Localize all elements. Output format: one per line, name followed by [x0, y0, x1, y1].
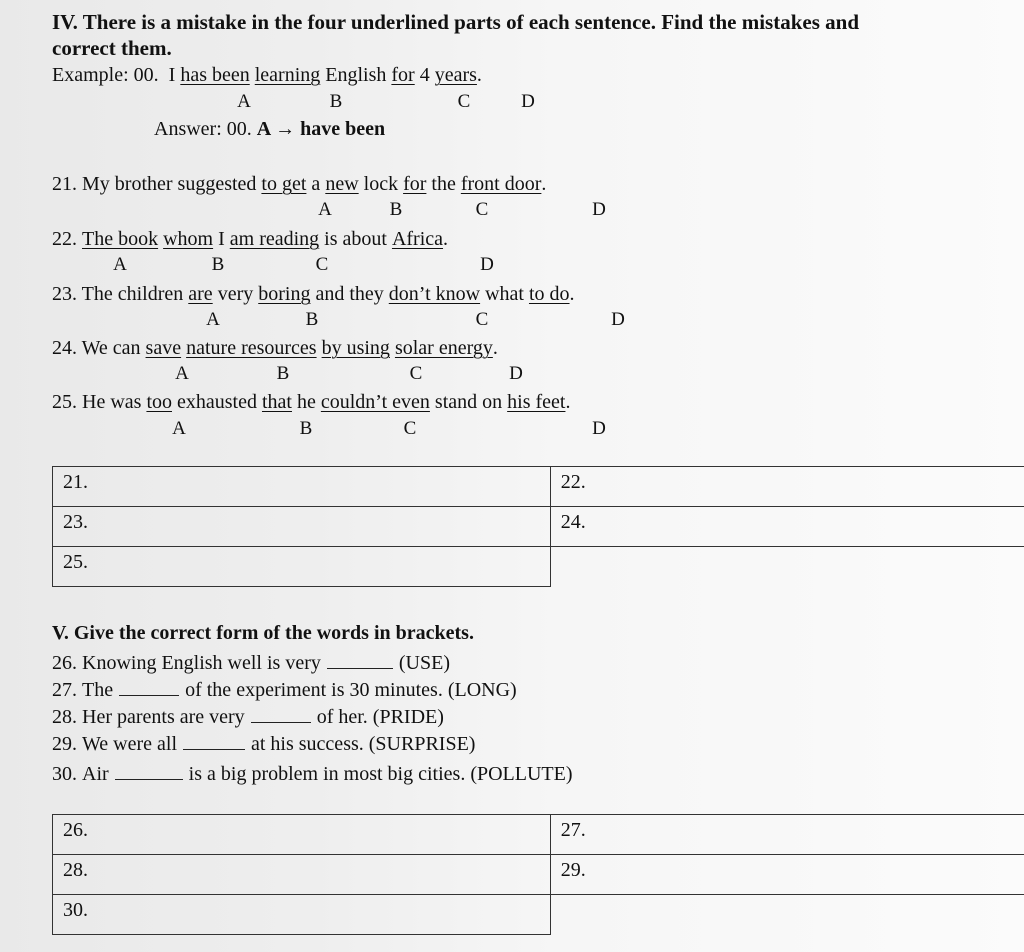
question-text: lock	[358, 173, 404, 195]
question-text: The children	[77, 283, 189, 305]
question-22	[52, 228, 448, 251]
answer-cell-23[interactable]: 23.	[53, 507, 551, 547]
example-text: English	[320, 64, 392, 86]
question-28	[52, 704, 444, 729]
answer-table-5	[52, 814, 1024, 935]
example-answer	[154, 118, 385, 141]
question-text: is a big problem in most big cities. (POLLUTE)	[188, 763, 573, 785]
answer-blank[interactable]	[115, 761, 183, 780]
q22-label-c: C	[315, 254, 329, 275]
question-text: We were all	[82, 733, 177, 755]
question-text: is about	[319, 228, 392, 250]
q25-label-d: D	[592, 418, 606, 439]
example-label-b: B	[329, 91, 343, 112]
answer-blank[interactable]	[327, 650, 393, 669]
question-text: Air	[82, 763, 109, 785]
q25-label-b: B	[299, 418, 313, 439]
question-text: Knowing English well is very	[82, 652, 321, 674]
question-text: .	[565, 391, 571, 413]
question-number: 30.	[52, 763, 77, 785]
part-c: couldn’t even	[320, 391, 430, 413]
example-prefix: Example: 00. I	[52, 64, 181, 86]
question-27	[52, 677, 517, 702]
question-number: 21.	[52, 173, 77, 195]
question-text: a	[306, 173, 326, 195]
q21-label-c: C	[475, 199, 489, 220]
question-21	[52, 173, 546, 196]
part-c: don’t know	[388, 283, 481, 305]
question-text: .	[492, 337, 498, 359]
question-text: the	[426, 173, 461, 195]
question-25	[52, 391, 570, 414]
part-d: his feet	[507, 391, 566, 413]
example-text: 4	[414, 64, 435, 86]
example-part-c: for	[391, 64, 415, 86]
section-4-heading-continued: correct them.	[52, 36, 172, 60]
question-text: .	[569, 283, 575, 305]
question-26	[52, 650, 450, 675]
part-d: to do	[528, 283, 570, 305]
part-b: nature resources	[186, 337, 317, 359]
part-b: new	[325, 173, 359, 195]
section-4-heading: IV. There is a mistake in the four underlined parts of each sentence. Find the mistakes and	[52, 10, 859, 34]
part-c: for	[403, 173, 427, 195]
answer-cell-24[interactable]: 24.	[550, 507, 1024, 547]
example-part-a: has been	[180, 64, 250, 86]
question-text: stand on	[429, 391, 508, 413]
q23-label-c: C	[475, 309, 489, 330]
answer-cell-29[interactable]: 29.	[550, 855, 1024, 895]
q24-label-a: A	[175, 363, 189, 384]
question-number: 29.	[52, 733, 77, 755]
question-number: 28.	[52, 706, 77, 728]
q21-label-b: B	[389, 199, 403, 220]
question-text: (USE)	[398, 652, 450, 674]
answer-value: A → have been	[256, 118, 386, 140]
question-text: of the experiment is 30 minutes. (LONG)	[185, 679, 517, 701]
empty-cell	[550, 895, 1024, 935]
section-5-heading: V. Give the correct form of the words in brackets.	[52, 622, 474, 644]
part-a: too	[146, 391, 172, 413]
question-24	[52, 337, 498, 360]
question-number: 22.	[52, 228, 77, 250]
q23-label-a: A	[206, 309, 220, 330]
part-a: are	[188, 283, 213, 305]
question-number: 25.	[52, 391, 77, 413]
answer-cell-26[interactable]: 26.	[53, 815, 551, 855]
q24-label-d: D	[509, 363, 523, 384]
q22-label-d: D	[480, 254, 494, 275]
answer-blank[interactable]	[183, 731, 245, 750]
part-d: Africa	[391, 228, 444, 250]
empty-cell	[550, 547, 1024, 587]
question-text: exhausted	[172, 391, 262, 413]
example-label-c: C	[457, 91, 471, 112]
answer-cell-30[interactable]: 30.	[53, 895, 551, 935]
question-text: The	[82, 679, 114, 701]
q22-label-a: A	[113, 254, 127, 275]
part-a: The book	[82, 228, 159, 250]
answer-blank[interactable]	[251, 704, 311, 723]
part-d: solar energy	[394, 337, 493, 359]
answer-prefix: Answer: 00.	[154, 118, 257, 140]
example-label-a: A	[237, 91, 251, 112]
answer-blank[interactable]	[119, 677, 179, 696]
question-text: My brother suggested	[77, 173, 262, 195]
part-c: by using	[321, 337, 390, 359]
question-text: I	[213, 228, 230, 250]
example-part-b: learning	[254, 64, 321, 86]
q22-label-b: B	[211, 254, 225, 275]
q24-label-c: C	[409, 363, 423, 384]
example-label-d: D	[521, 91, 535, 112]
example-text: .	[476, 64, 482, 86]
answer-cell-28[interactable]: 28.	[53, 855, 551, 895]
answer-cell-25[interactable]: 25.	[53, 547, 551, 587]
question-text: We can	[77, 337, 146, 359]
question-30	[52, 761, 573, 786]
question-text: very	[212, 283, 259, 305]
q23-label-b: B	[305, 309, 319, 330]
answer-cell-27[interactable]: 27.	[550, 815, 1024, 855]
question-text: he	[291, 391, 321, 413]
question-number: 23.	[52, 283, 77, 305]
answer-table-4	[52, 466, 1024, 587]
question-text: of her. (PRIDE)	[316, 706, 444, 728]
question-text: He was	[77, 391, 147, 413]
question-text: at his success. (SURPRISE)	[251, 733, 476, 755]
part-b: that	[261, 391, 292, 413]
answer-cell-22[interactable]: 22.	[550, 467, 1024, 507]
q21-label-d: D	[592, 199, 606, 220]
question-23	[52, 283, 575, 306]
q25-label-c: C	[403, 418, 417, 439]
part-a: save	[145, 337, 182, 359]
question-text: and they	[310, 283, 389, 305]
q24-label-b: B	[276, 363, 290, 384]
question-number: 26.	[52, 652, 77, 674]
part-a: to get	[261, 173, 307, 195]
question-text: .	[541, 173, 547, 195]
q21-label-a: A	[318, 199, 332, 220]
question-number: 27.	[52, 679, 77, 701]
example-sentence	[52, 64, 482, 87]
part-b: whom	[163, 228, 214, 250]
q25-label-a: A	[172, 418, 186, 439]
part-d: front door	[460, 173, 542, 195]
question-number: 24.	[52, 337, 77, 359]
q23-label-d: D	[611, 309, 625, 330]
question-text: what	[480, 283, 529, 305]
answer-cell-21[interactable]: 21.	[53, 467, 551, 507]
question-text: Her parents are very	[82, 706, 245, 728]
part-c: am reading	[229, 228, 320, 250]
example-part-d: years	[434, 64, 477, 86]
question-29	[52, 731, 475, 756]
part-b: boring	[258, 283, 311, 305]
question-text: .	[443, 228, 449, 250]
